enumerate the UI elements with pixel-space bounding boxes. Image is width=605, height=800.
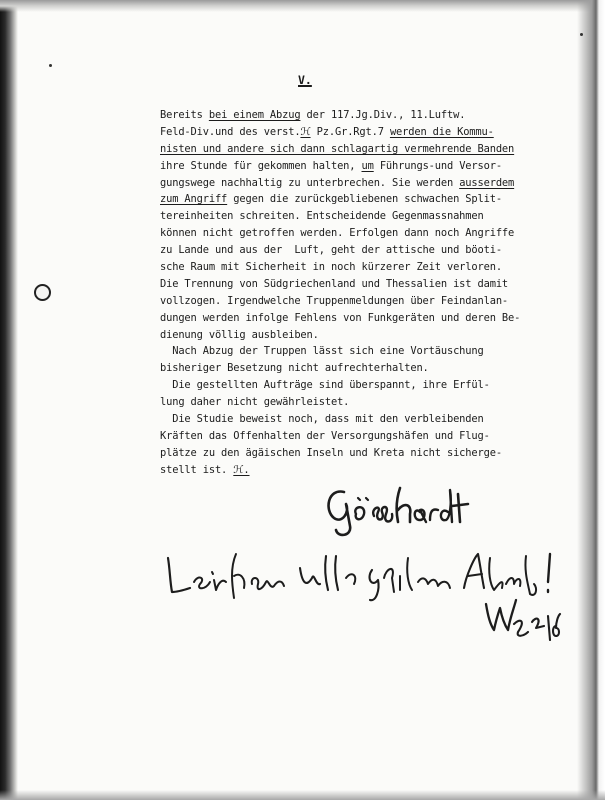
text-segment: Kräften das Offenhalten der Versorgungshäfen und Flug- bbox=[160, 429, 490, 442]
text-line bbox=[160, 310, 580, 327]
text-segment: können nicht getroffen werden. Erfolgen dann noch Angriffe bbox=[160, 227, 515, 240]
text-line bbox=[160, 327, 580, 344]
scan-edge-top bbox=[0, 0, 605, 12]
text-line bbox=[160, 191, 580, 208]
scan-speck bbox=[49, 64, 52, 67]
text-line bbox=[160, 377, 580, 394]
text-line bbox=[160, 411, 580, 428]
text-line bbox=[160, 428, 580, 445]
text-segment: Führungs-und Versor- bbox=[373, 159, 502, 172]
underlined-text: nisten und andere sich dann schlagartig vermehrende Banden bbox=[160, 142, 515, 155]
text-line bbox=[160, 158, 580, 175]
scan-edge-right bbox=[577, 0, 605, 800]
text-segment: lung daher nicht gewährleistet. bbox=[160, 396, 350, 409]
text-line bbox=[160, 360, 580, 377]
text-segment: der 117.Jg.Div., 11.Luftw. bbox=[300, 109, 466, 121]
text-line bbox=[160, 259, 580, 276]
text-segment: gungswege nachhaltig zu unterbrechen. Sie werden bbox=[160, 176, 460, 189]
punch-hole bbox=[34, 284, 51, 301]
text-segment: zu Lande und aus der Luft, geht der attische und böoti- bbox=[160, 244, 502, 257]
text-segment: stellt ist. bbox=[160, 463, 234, 476]
text-line bbox=[160, 208, 580, 225]
text-line bbox=[160, 293, 580, 310]
text-segment: Pz.Gr.Rgt.7 bbox=[310, 125, 390, 138]
text-line bbox=[160, 107, 580, 124]
text-segment: ihre Stunde für gekommen halten, bbox=[160, 159, 362, 172]
text-line bbox=[160, 445, 580, 462]
text-segment: vollzogen. Irgendwelche Truppenmeldungen über Feindanlan- bbox=[160, 294, 509, 307]
underlined-text: zum Angriff bbox=[160, 193, 228, 206]
text-line bbox=[160, 242, 580, 259]
text-line bbox=[160, 124, 580, 141]
text-line bbox=[160, 225, 580, 242]
scan-edge-bottom bbox=[0, 790, 605, 800]
underlined-text: um bbox=[361, 159, 374, 172]
text-segment: Feld-Div.und des verst. bbox=[160, 125, 301, 138]
text-segment: Nach Abzug der Truppen lässt sich eine Vortäuschung bbox=[160, 345, 484, 358]
text-line bbox=[160, 141, 580, 158]
text-segment: Die gestellten Aufträge sind überspannt, ihre Erfül- bbox=[160, 379, 490, 392]
text-line bbox=[160, 462, 580, 479]
scan-edge-left bbox=[0, 0, 18, 800]
text-segment: gegen die zurückgebliebenen schwachen Split- bbox=[227, 193, 502, 206]
text-segment: plätze zu den ägäischen Inseln und Kreta nicht sicherge- bbox=[160, 446, 502, 459]
text-segment: sche Raum mit Sicherheit in noch kürzerer Zeit verloren. bbox=[160, 261, 502, 274]
underlined-text: bei einem Abzug bbox=[208, 109, 301, 121]
text-segment: Die Studie beweist noch, dass mit den verbleibenden bbox=[160, 413, 484, 426]
page-number: V. bbox=[298, 73, 312, 87]
scan-speck bbox=[580, 33, 583, 36]
text-line bbox=[160, 343, 580, 360]
text-segment: Bereits bbox=[160, 109, 209, 121]
text-line bbox=[160, 175, 580, 192]
text-segment: bisheriger Besetzung nicht aufrechterhalten. bbox=[160, 362, 429, 375]
underlined-text: ℋ bbox=[300, 125, 311, 138]
underlined-text: ausserdem bbox=[459, 176, 515, 189]
typed-body-text bbox=[160, 107, 580, 479]
text-line bbox=[160, 394, 580, 411]
text-segment: tereinheiten schreiten. Entscheidende Gegenmassnahmen bbox=[160, 210, 484, 223]
handwritten-initials bbox=[480, 592, 562, 650]
text-segment: dienung völlig ausbleiben. bbox=[160, 328, 319, 341]
text-segment: dungen werden infolge Fehlens von Funkgeräten und deren Be- bbox=[160, 311, 521, 324]
underlined-text: werden die Kommu- bbox=[389, 125, 494, 138]
text-line bbox=[160, 276, 580, 293]
underlined-text: ℋ. bbox=[233, 463, 250, 476]
text-segment: Die Trennung von Südgriechenland und Thessalien ist damit bbox=[160, 277, 509, 290]
signature-goesshardt bbox=[322, 482, 470, 540]
